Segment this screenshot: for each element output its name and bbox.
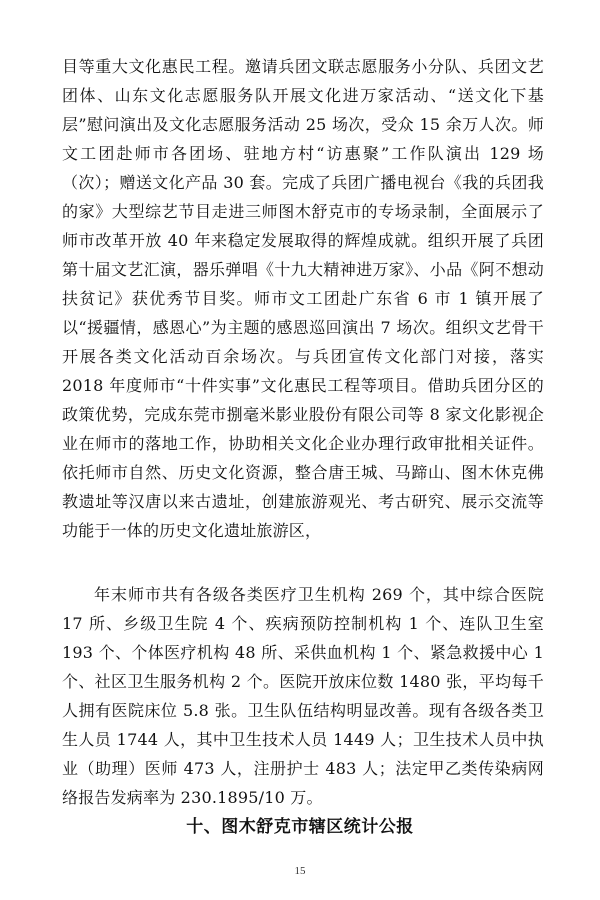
body-paragraph-health <box>62 580 544 812</box>
page-number: 15 <box>294 865 306 877</box>
paragraph-text: 目等重大文化惠民工程。邀请兵团文联志愿服务小分队、兵团文艺团体、山东文化志愿服务队开展文化进万家活动、“送文化下基层”慰问演出及文化志愿服务活动 25 场次，受众 15 余万人次。师文工团赴师市各团场、驻地方村“访惠聚”工作队演出 129 场（次）；赠送文化产品 30 套。完成了兵团广播电视台《我的兵团我的家》大型综艺节目走进三师图木舒克市的专场录制，全面展示了师市改革开放 40 年来稳定发展取得的辉煌成就。组织开展了兵团第十届文艺汇演，器乐弹唱《十九大精神进万家》、小品《阿不想动扶贫记》获优秀节目奖。师市文工团赴广东省 6 市 1 镇开展了以“援疆情，感恩心”为主题的感恩巡回演出 7 场次。组织文艺骨干开展各类文化活动百余场次。与兵团宣传文化部门对接，落实 2018 年度师市“十件实事”文化惠民工程等项目。借助兵团分区的政策优势，完成东莞市捌毫米影业股份有限公司等 8 家文化影视企业在师市的落地工作，协助相关文化企业办理行政审批相关证件。依托师市自然、历史文化资源，整合唐王城、马蹄山、图木休克佛教遗址等汉唐以来古遗址，创建旅游观光、考古研究、展示交流等功能于一体的历史文化遗址旅游区， <box>62 57 544 540</box>
body-paragraph-culture <box>62 52 544 545</box>
section-heading: 十、图木舒克市辖区统计公报 <box>186 817 414 837</box>
paragraph-text: 年末师市共有各级各类医疗卫生机构 269 个，其中综合医院 17 所、乡级卫生院 4 个、疾病预防控制机构 1 个、连队卫生室 193 个、个体医疗机构 48 所、采供血机构 1 个、紧急救援中心 1 个、社区卫生服务机构 2 个。医院开放床位数 1480 张，平均每千人拥有医院床位 5.8 张。卫生队伍结构明显改善。现有各级各类卫生人员 1744 人，其中卫生技术人员 1449 人；卫生技术人员中执业（助理）医师 473 人，注册护士 483 人；法定甲乙类传染病网络报告发病率为 230.1895/10 万。 <box>62 585 544 807</box>
